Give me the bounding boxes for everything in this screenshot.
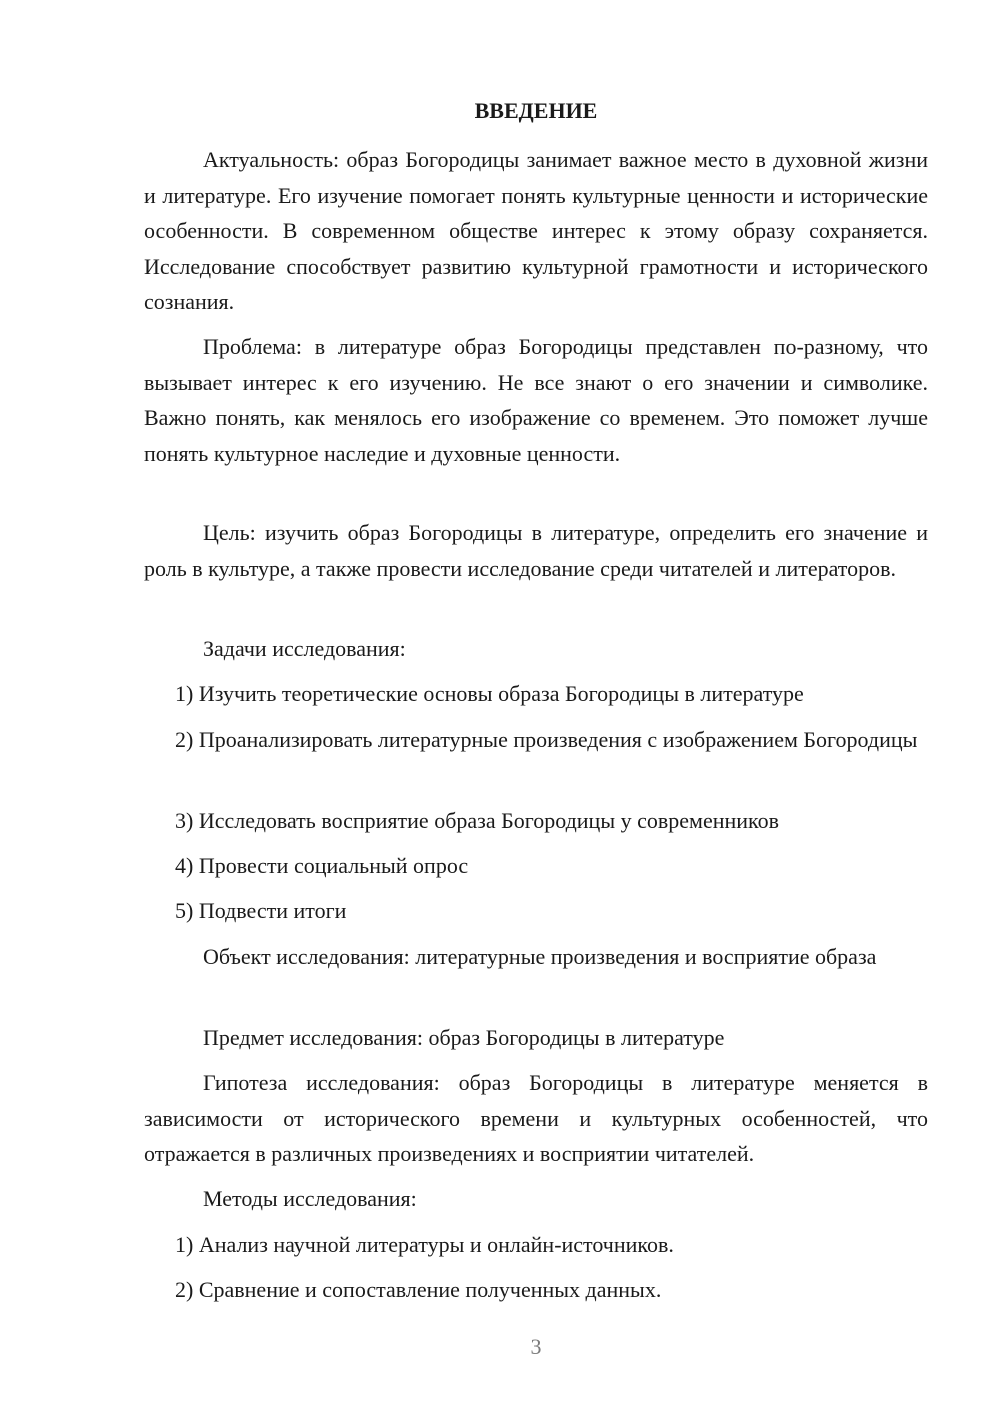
tasks-heading: Задачи исследования:: [203, 636, 406, 661]
page-number: 3: [530, 1334, 542, 1359]
paragraph-subject: Предмет исследования: образ Богородицы в литературе: [203, 1025, 725, 1050]
task-item-4: 4) Провести социальный опрос: [175, 853, 469, 878]
paragraph-relevance: Актуальность: образ Богородицы занимает важное место в духовной жизни и литературе. Его изучение помогает понять культурные ценности и исторические особенности. В современном обществе интерес к этому образу сохраняется. Исследование способствует развитию культурной грамотности и исторического сознания.: [144, 147, 928, 314]
task-item-1: 1) Изучить теоретические основы образа Богородицы в литературе: [175, 681, 804, 706]
method-item-1: 1) Анализ научной литературы и онлайн-источников.: [175, 1232, 674, 1257]
methods-heading: Методы исследования:: [203, 1186, 417, 1211]
method-item-2: 2) Сравнение и сопоставление полученных данных.: [175, 1277, 662, 1302]
task-item-3: 3) Исследовать восприятие образа Богородицы у современников: [175, 808, 779, 833]
task-item-2: 2) Проанализировать литературные произведения с изображением Богородицы: [175, 727, 918, 752]
page-title: ВВЕДЕНИЕ: [474, 98, 598, 123]
paragraph-hypothesis: Гипотеза исследования: образ Богородицы в литературе меняется в зависимости от исторического времени и культурных особенностей, что отражается в различных произведениях и восприятии читателей.: [144, 1070, 928, 1166]
paragraph-problem: Проблема: в литературе образ Богородицы представлен по-разному, что вызывает интерес к его изучению. Не все знают о его значении и символике. Важно понять, как менялось его изображение со временем. Это поможет лучше понять культурное наследие и духовные ценности.: [144, 334, 928, 466]
paragraph-object: Объект исследования: литературные произведения и восприятие образа: [203, 944, 877, 969]
paragraph-goal: Цель: изучить образ Богородицы в литературе, определить его значение и роль в культуре, а также провести исследование среди читателей и литераторов.: [144, 520, 928, 581]
task-item-5: 5) Подвести итоги: [175, 898, 347, 923]
